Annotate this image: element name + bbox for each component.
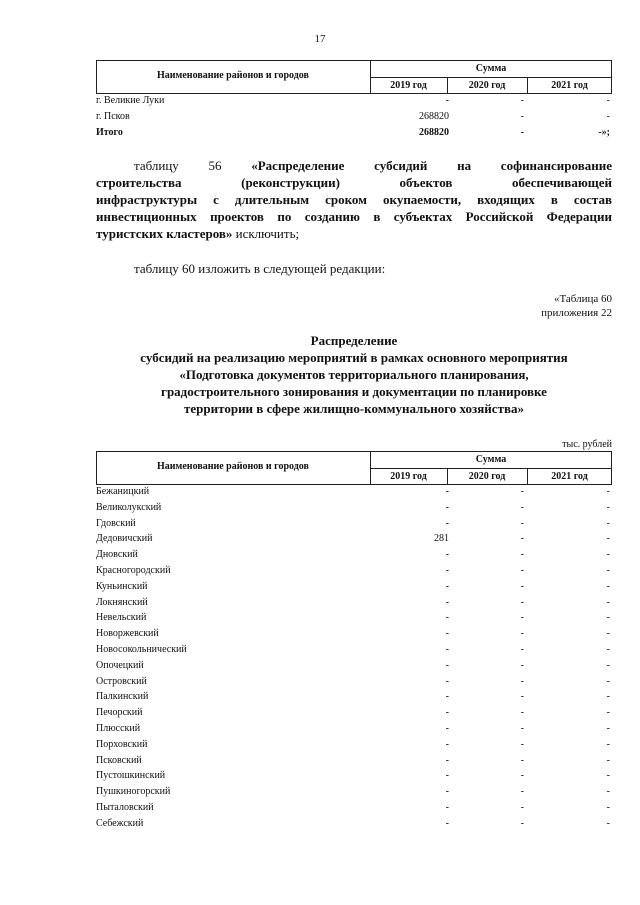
row-value-2019: - — [445, 754, 449, 766]
row-name: Плюсский — [96, 723, 141, 734]
row-name: Бежаницкий — [96, 486, 150, 497]
table-row — [96, 518, 612, 533]
row-name: Пыталовский — [96, 802, 154, 813]
title-line1: Распределение — [310, 333, 398, 348]
row-value-2021: - — [606, 111, 610, 122]
row-value-2019: 281 — [434, 533, 449, 545]
row-value-2019: - — [445, 517, 449, 529]
row-name: Красногородский — [96, 565, 171, 576]
row-value-2020: - — [520, 802, 524, 813]
table-row — [96, 755, 612, 770]
row-value-2020: - — [520, 111, 524, 122]
row-value-2021: - — [606, 675, 610, 687]
table-row — [96, 581, 612, 596]
table-row — [96, 565, 612, 580]
row-value-2021: - — [606, 644, 610, 655]
row-value-2019: - — [445, 549, 449, 561]
table-row — [96, 486, 612, 501]
table-row — [96, 676, 612, 691]
row-value-2021: - — [606, 501, 610, 513]
table-row — [96, 533, 612, 548]
row-name: Опочецкий — [96, 659, 144, 671]
row-name: Островский — [96, 675, 147, 687]
row-value-2020: - — [520, 770, 524, 782]
row-value-2021: - — [606, 533, 610, 545]
row-name: Псковский — [96, 754, 142, 766]
row-value-2019: - — [445, 802, 449, 813]
row-value-2020: - — [520, 817, 524, 829]
row-value-2021: - — [606, 549, 610, 561]
paragraph-text: исключить; — [232, 226, 300, 241]
table-ref-line1: «Таблица 60 — [553, 293, 612, 305]
table-row — [96, 770, 612, 785]
row-value-2021: - — [606, 770, 610, 782]
row-value-2021: - — [606, 817, 610, 829]
row-value-2019: 268820 — [419, 111, 449, 122]
table-row — [96, 111, 612, 126]
row-value-2019: - — [445, 612, 449, 624]
paragraph-line — [96, 158, 612, 174]
table2-year-2020: 2020 год — [468, 471, 506, 482]
row-value-2019: - — [445, 659, 449, 671]
row-value-2019: - — [445, 95, 449, 106]
row-value-2020: - — [520, 565, 524, 576]
table-row — [96, 644, 612, 659]
row-value-2019: - — [445, 486, 449, 497]
row-value-2021: - — [606, 565, 610, 576]
row-value-2019: - — [445, 723, 449, 734]
row-value-2020: - — [520, 95, 524, 106]
row-name: Порховский — [96, 738, 148, 750]
paragraph-line: инвестиционных проектов по созданию в субъектах Российской Федерации — [96, 209, 612, 224]
row-name: Невельский — [96, 612, 147, 624]
row-value-2021: -»; — [598, 127, 610, 138]
table-row — [96, 502, 612, 517]
row-name: г. Великие Луки — [96, 95, 165, 106]
row-value-2019: - — [445, 501, 449, 513]
paragraph-bold-text: «Распределение субсидий на софинансирование — [251, 158, 612, 173]
row-value-2019: - — [445, 675, 449, 687]
row-value-2020: - — [520, 549, 524, 561]
row-value-2021: - — [606, 802, 610, 813]
table2-year-2021: 2021 год — [551, 471, 588, 482]
title-line4: градостроительного зонирования и документации по планировке — [161, 384, 547, 399]
table-row — [96, 628, 612, 643]
table1-year-2021: 2021 год — [551, 80, 588, 91]
row-name: Куньинский — [96, 580, 148, 592]
row-value-2021: - — [606, 580, 610, 592]
table-row — [96, 723, 612, 738]
row-value-2020: - — [520, 127, 524, 138]
row-value-2021: - — [606, 612, 610, 624]
row-value-2020: - — [520, 707, 524, 719]
row-name: Палкинский — [96, 691, 149, 703]
row-value-2019: - — [445, 738, 449, 750]
row-value-2019: - — [445, 596, 449, 608]
row-name: Дедовичский — [96, 533, 153, 545]
row-value-2021: - — [606, 691, 610, 703]
row-name: Великолукский — [96, 501, 162, 513]
table-row — [96, 786, 612, 801]
row-value-2020: - — [520, 659, 524, 671]
table-total-row — [96, 127, 612, 142]
row-name: Пушкиногорский — [96, 786, 171, 798]
row-value-2020: - — [520, 517, 524, 529]
row-value-2020: - — [520, 786, 524, 798]
table-row — [96, 95, 612, 110]
row-value-2019: - — [445, 786, 449, 798]
row-value-2020: - — [520, 486, 524, 497]
row-value-2021: - — [606, 596, 610, 608]
row-value-2020: - — [520, 628, 524, 640]
row-value-2020: - — [520, 580, 524, 592]
row-value-2019: - — [445, 565, 449, 576]
paragraph-bold-text: туристских кластеров» — [96, 226, 233, 241]
row-value-2021: - — [606, 707, 610, 719]
row-name: Печорский — [96, 707, 143, 719]
title-line2: субсидий на реализацию мероприятий в рамках основного мероприятия — [140, 350, 568, 365]
row-name: Новосокольнический — [96, 644, 187, 655]
row-value-2020: - — [520, 754, 524, 766]
table-row — [96, 691, 612, 706]
row-name: Себежский — [96, 817, 144, 829]
row-value-2021: - — [606, 723, 610, 734]
table-row — [96, 612, 612, 627]
row-value-2021: - — [606, 738, 610, 750]
row-name: Новоржевский — [96, 628, 159, 640]
row-value-2020: - — [520, 723, 524, 734]
title-line5: территории в сфере жилищно-коммунального хозяйства» — [184, 401, 524, 416]
row-name: Пустошкинский — [96, 770, 166, 782]
table1-year-2020: 2020 год — [468, 80, 506, 91]
row-value-2019: - — [445, 580, 449, 592]
table-row — [96, 707, 612, 722]
table-row — [96, 597, 612, 612]
table1-year-2019: 2019 год — [390, 80, 427, 91]
row-value-2020: - — [520, 691, 524, 703]
table-row — [96, 549, 612, 564]
row-value-2021: - — [606, 754, 610, 766]
row-value-2020: - — [520, 675, 524, 687]
row-value-2021: - — [606, 628, 610, 640]
row-value-2021: - — [606, 95, 610, 106]
row-value-2020: - — [520, 501, 524, 513]
table1-header-name: Наименование районов и городов — [157, 70, 309, 81]
title-line3: «Подготовка документов территориального планирования, — [179, 367, 529, 382]
table1-header-sum: Сумма — [475, 63, 507, 74]
row-value-2020: - — [520, 596, 524, 608]
row-value-2019: - — [445, 628, 449, 640]
row-value-2019: - — [445, 644, 449, 655]
row-name: г. Псков — [96, 111, 130, 122]
table-row — [96, 739, 612, 754]
table2-header-sum: Сумма — [475, 454, 507, 465]
row-value-2019: - — [445, 691, 449, 703]
paragraph-line: инфраструктуры с длительным сроком окупаемости, входящих в состав — [96, 192, 612, 207]
row-value-2019: - — [445, 817, 449, 829]
paragraph-text: таблицу 56 — [134, 158, 252, 173]
units-label: тыс. рублей — [562, 439, 612, 450]
paragraph-line: строительства (реконструкции) объектов обеспечивающей — [96, 175, 612, 190]
table-row — [96, 802, 612, 817]
row-value-2021: - — [606, 659, 610, 671]
row-value-2020: - — [520, 612, 524, 624]
paragraph-instruction: таблицу 60 изложить в следующей редакции: — [134, 261, 386, 276]
row-value-2021: - — [606, 517, 610, 529]
row-name: Итого — [96, 127, 123, 138]
row-value-2019: - — [445, 770, 449, 782]
table2-year-2019: 2019 год — [390, 471, 427, 482]
row-value-2020: - — [520, 738, 524, 750]
table-row — [96, 660, 612, 675]
row-value-2020: - — [520, 533, 524, 545]
page-number: 17 — [314, 33, 326, 45]
row-value-2021: - — [606, 786, 610, 798]
table2-header-name: Наименование районов и городов — [157, 461, 309, 472]
row-name: Локнянский — [96, 596, 148, 608]
paragraph-line — [96, 226, 612, 242]
table-ref-line2: приложения 22 — [541, 307, 612, 319]
table-row — [96, 818, 612, 833]
row-value-2019: 268820 — [419, 127, 449, 138]
row-name: Дновский — [96, 549, 138, 561]
row-name: Гдовский — [96, 517, 136, 529]
row-value-2019: - — [445, 707, 449, 719]
row-value-2020: - — [520, 644, 524, 655]
row-value-2021: - — [606, 486, 610, 497]
